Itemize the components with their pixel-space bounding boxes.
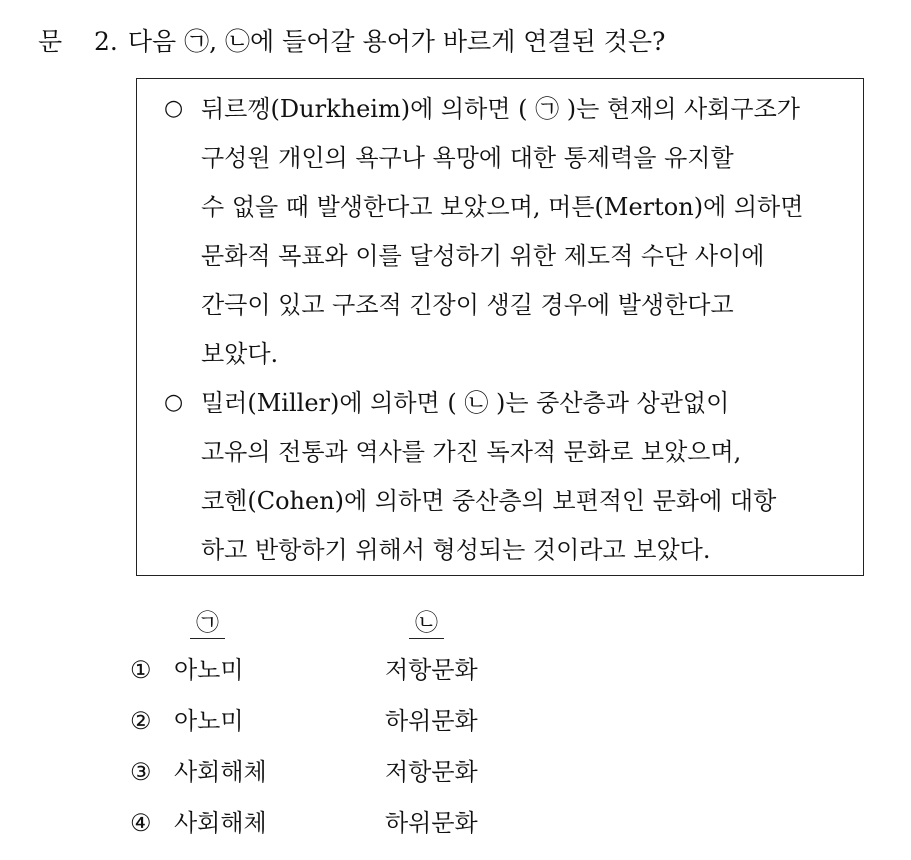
passage-line: 수 없을 때 발생한다고 보았으며, 머튼(Merton)에 의하면 [201,193,804,221]
choice-header-b: ㉡ [409,608,444,639]
choice-term-b: 저항문화 [385,656,478,684]
passage-line: 하고 반항하기 위해서 형성되는 것이라고 보았다. [201,536,711,564]
choice-number: ④ [130,809,152,837]
passage-box [136,78,864,576]
passage-line: 코헨(Cohen)에 의하면 중산층의 보편적인 문화에 대항 [201,487,777,515]
passage-bullet: ○ [164,96,184,121]
question-prefix: 문 [38,27,63,56]
passage-line: 밀러(Miller)에 의하면 ( ㉡ )는 중산층과 상관없이 [201,389,730,417]
question-text: 다음 ㉠, ㉡에 들어갈 용어가 바르게 연결된 것은? [127,27,666,56]
passage-line: 간극이 있고 구조적 긴장이 생길 경우에 발생한다고 [201,291,734,319]
passage-line: 뒤르껭(Durkheim)에 의하면 ( ㉠ )는 현재의 사회구조가 [201,95,800,123]
passage-bullet: ○ [164,390,184,415]
question-number: 2. [94,27,118,56]
choice-term-b: 하위문화 [385,809,478,837]
passage-line: 고유의 전통과 역사를 가진 독자적 문화로 보았으며, [201,438,742,466]
choice-term-b: 하위문화 [385,707,478,735]
choice-header-a: ㉠ [190,608,225,639]
question-stem [38,22,665,62]
choice-number: ① [130,656,152,684]
passage-line: 보았다. [201,340,279,368]
choice-term-a: 아노미 [174,656,244,684]
choice-term-b: 저항문화 [385,758,478,786]
choice-term-a: 사회해체 [174,809,267,837]
choice-term-a: 아노미 [174,707,244,735]
choice-number: ② [130,707,152,735]
choice-number: ③ [130,758,152,786]
choice-term-a: 사회해체 [174,758,267,786]
passage-line: 구성원 개인의 욕구나 욕망에 대한 통제력을 유지할 [201,144,734,172]
passage-line: 문화적 목표와 이를 달성하기 위한 제도적 수단 사이에 [201,242,765,270]
